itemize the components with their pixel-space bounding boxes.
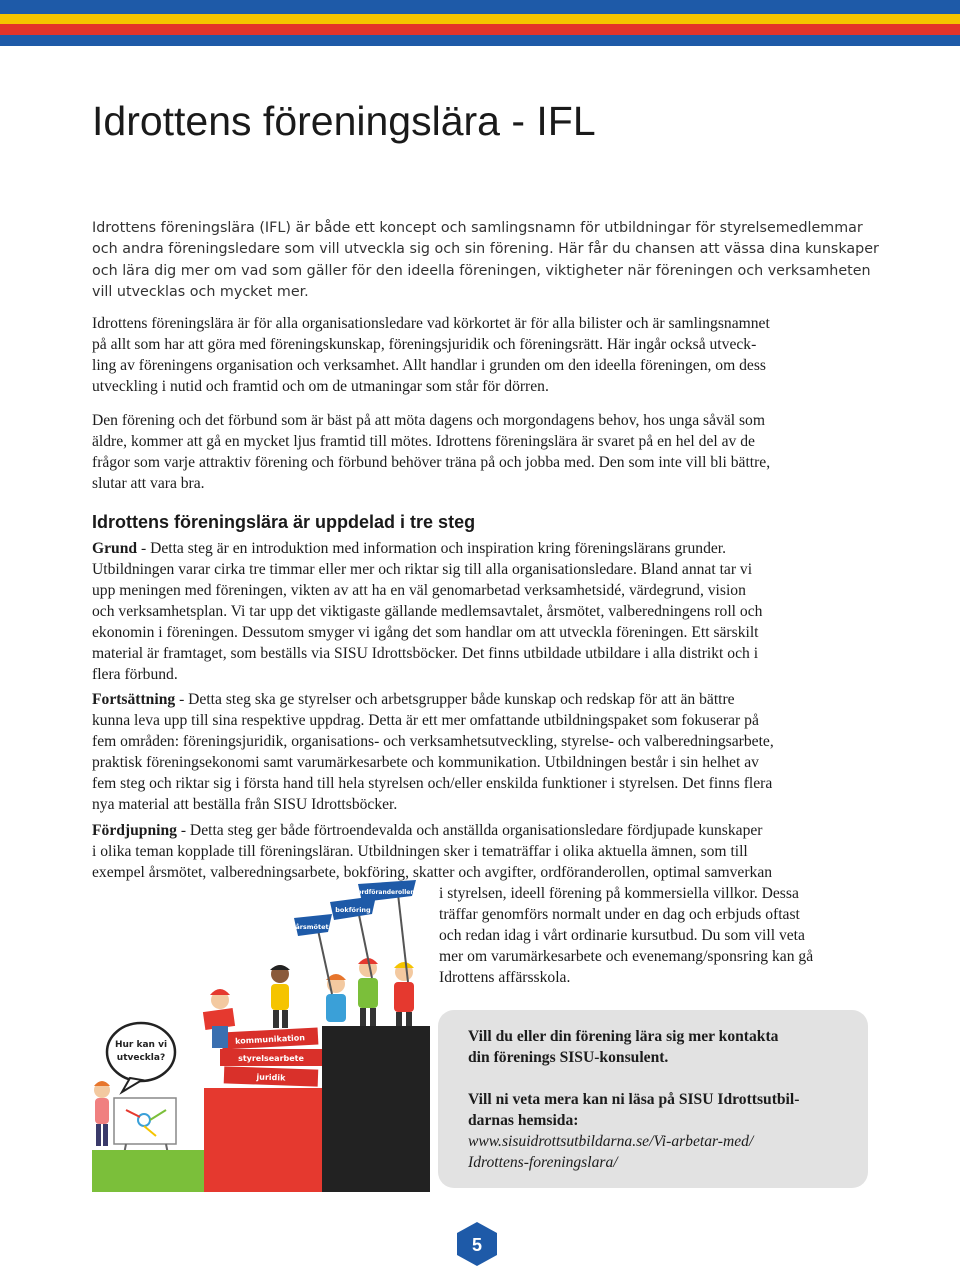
info-url-link[interactable]: www.sisuidrottsutbildarna.se/Vi-arbetar-med/ xyxy=(468,1133,754,1150)
stairs-illustration xyxy=(86,880,436,1200)
info-url-link[interactable]: Idrottens-foreningslara/ xyxy=(468,1154,618,1171)
book-label: styrelsearbete xyxy=(238,1054,304,1063)
info-contact-line: Vill du eller din förening lära sig mer kontakta xyxy=(468,1028,779,1045)
person-figure xyxy=(270,965,290,1028)
speech-bubble xyxy=(107,1023,175,1092)
step-grund: Grund - Detta steg är en introduktion med information och inspiration kring föreningslärans grunder. Utbildningen varar cirka tre timmar eller mer och riktar sig till alla organisationsledare. Bland annat tar vi upp meningen med föreningen, vikten av att ha en väl genomarbetad verksamhetsidé, värdegrund, vision och verksamhetsplan. Vi tar upp det viktigaste gällande medlemsavtalet, årsmötet, valberedningens roll och ekonomin i föreningen. Dessutom smyger vi igång det som handlar om att utveckla föreningen. Ett särskilt material är framtaget, som beställs via SISU Idrottsböcker. Det finns utbildade utbildare i alla distrikt och i flera förbund. xyxy=(92,540,763,683)
page-number-badge xyxy=(453,1220,501,1268)
flag-banner xyxy=(357,880,416,902)
stair-green xyxy=(92,1150,204,1192)
flag-banner xyxy=(294,914,332,936)
flag-label: årsmötet xyxy=(295,923,329,931)
info-web-line: darnas hemsida: xyxy=(468,1112,579,1129)
step-term: Fortsättning xyxy=(92,691,176,708)
person-figure xyxy=(394,894,414,1026)
info-box xyxy=(438,1010,868,1188)
paragraph-korkort: Idrottens föreningslära är för alla organisationsledare vad körkortet är för alla bilister och är samlingsnamnet på allt som har att göra med föreningskunskap, föreningsjuridik och föreningsrätt. Här ingår också utveck- ling av föreningens organisation och verksamhet. Allt handlar i grunden om den ideella föreningen, om dess utveckling i nutid och framtid och om de utmaningar som står för dörren. xyxy=(92,315,770,395)
stair-black xyxy=(322,1026,430,1192)
step-term: Grund xyxy=(92,540,138,557)
top-stripe-blue xyxy=(0,0,960,14)
step-term: Fördjupning xyxy=(92,822,177,839)
top-stripe-yellow xyxy=(0,14,960,24)
book-label: juridik xyxy=(256,1072,286,1083)
person-figure xyxy=(318,930,346,1022)
step-fortsattning: Fortsättning - Detta steg ska ge styrelser och arbetsgrupper både kunskap och redskap för att än bättre kunna leva upp till sina respektive uppdrag. Detta är ett mer omfattande utbildningspaket som fokuserar på fem områden: föreningsjuridik, organisations- och verksamhetsutveckling, styrelse- och valberedningsarbete, praktisk föreningsekonomi samt varumärkesarbete och kommunikation. Utbildningen består i sin helhet av fem steg och riktar sig i första hand till hela styrelsen och/eller enskilda funktioner i styrelsen. Det finns flera nya material att beställa från SISU Idrottsböcker. xyxy=(92,691,774,813)
speech-bubble-line: Hur kan vi xyxy=(114,1040,168,1050)
info-contact-line: din förenings SISU-konsulent. xyxy=(468,1049,669,1066)
person-figure xyxy=(94,1081,110,1146)
book-stack xyxy=(220,1027,322,1086)
flag-label: bokföring xyxy=(335,906,371,914)
info-web-line: Vill ni veta mera kan ni läsa på SISU Idrottsutbil- xyxy=(468,1091,800,1108)
page-title: Idrottens föreningslära - IFL xyxy=(92,98,596,144)
step-fordjupning: Fördjupning - Detta steg ger både förtroendevalda och anställda organisationsledare fördjupade kunskaper i olika teman kopplade till föreningsläran. Utbildningen sker i tematräffar i olika aktuella ämnen, som till exempel årsmötet, valberedningsarbete, bokföring, skatter och avgifter, ordföranderollen, optimal samverkan xyxy=(92,822,773,881)
stair-red xyxy=(204,1088,322,1192)
flag-label: ordföranderollen xyxy=(357,889,415,896)
top-stripe-red xyxy=(0,24,960,35)
intro-paragraph: Idrottens föreningslära (IFL) är både ett koncept och samlingsnamn för utbildningar för styrelsemedlemmar och andra föreningsledare som vill utveckla sig och sin förening. Här får du chansen att vässa dina kunskaper och lära dig mer om vad som gäller för den ideella föreningen, viktigheter när föreningen och verksamheten vill utvecklas och mycket mer. xyxy=(92,220,879,300)
speech-bubble-line: utveckla? xyxy=(116,1053,166,1063)
page-number: 5 xyxy=(471,1235,483,1255)
step-fordjupning-continued: i styrelsen, ideell förening på kommersiella villkor. Dessa träffar genomförs normalt under en dag och erbjuds oftast och redan idag i vårt ordinarie kursutbud. Du som vill veta mer om varumärkesarbete och evenemang/sponsring kan gå Idrottens affärsskola. xyxy=(439,885,814,986)
section-heading: Idrottens föreningslära är uppdelad i tre steg xyxy=(92,512,476,532)
paragraph-framtid: Den förening och det förbund som är bäst på att möta dagens och morgondagens behov, hos unga såväl som äldre, kommer att gå en mycket ljus framtid till mötes. Idrottens föreningslära är svaret på en hel del av de frågor som varje attraktiv förening och förbund behöver träna på och jobba med. Den som inte vill bli bättre, slutar att vara bra. xyxy=(92,412,771,492)
book-label: kommunikation xyxy=(234,1033,306,1046)
top-stripe-blue-thin xyxy=(0,35,960,46)
person-figure xyxy=(358,910,378,1026)
